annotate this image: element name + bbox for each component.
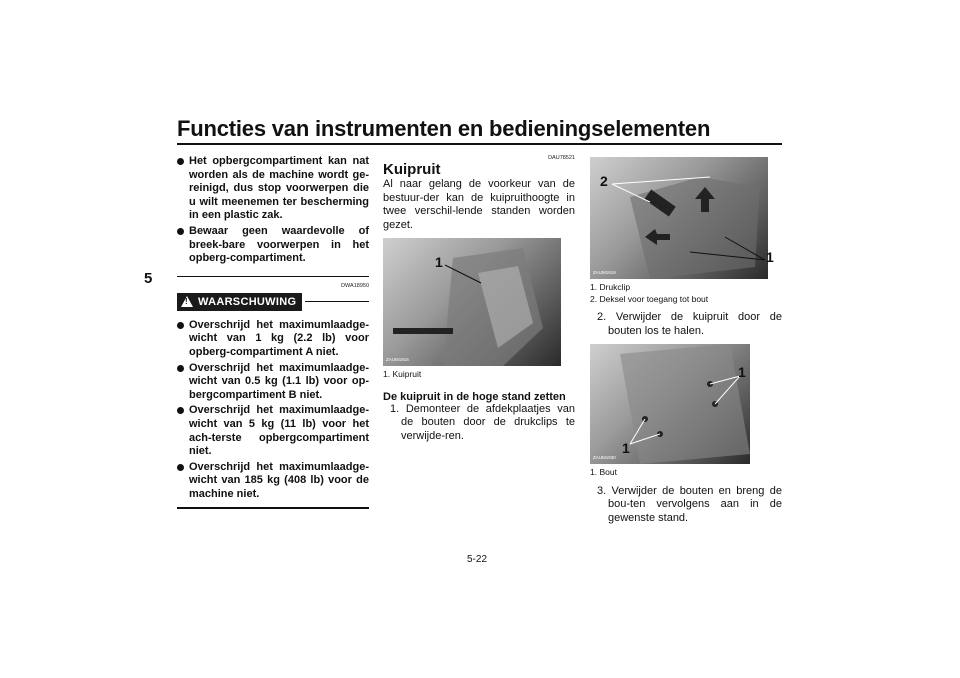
callout-label: 1 xyxy=(622,440,630,457)
warning-label: WAARSCHUWING xyxy=(198,295,297,308)
photo-caption: 2. Deksel voor toegang tot bout xyxy=(590,293,709,304)
callout-label: 1 xyxy=(738,364,746,381)
header-rule xyxy=(177,143,782,145)
warning-end-rule xyxy=(177,507,369,509)
warning-bullet: Overschrijd het maximumlaadge-wicht van 5 kg (11 lb) voor het ach-terste opbergcompartiment niet. xyxy=(177,404,369,458)
pushclip-illustration xyxy=(590,157,768,279)
page-number: 5-22 xyxy=(467,554,488,565)
bullet-item: Het opbergcompartiment kan nat worden als de machine wordt ge-reinigd, dus stop voorwerpen die u wilt meenemen ter bescherming in een plastic zak. xyxy=(177,155,369,223)
photo-caption: 1. Bout xyxy=(590,467,617,478)
bolt-photo xyxy=(590,344,750,464)
column-right xyxy=(590,155,782,525)
column-left xyxy=(177,155,369,509)
section-heading: Kuipruit xyxy=(383,161,441,178)
step-1: 1. Demonteer de afdekplaatjes van de bouten door de drukclips te verwijde-ren. xyxy=(390,402,575,443)
storage-notes xyxy=(177,155,369,266)
warning-rule xyxy=(305,301,369,302)
warning-badge xyxy=(177,293,302,311)
warning-code: DWA18950 xyxy=(341,282,369,289)
callout-label: 1 xyxy=(766,249,774,265)
warning-list xyxy=(177,319,369,502)
windshield-illustration xyxy=(383,238,561,366)
warning-bullet: Overschrijd het maximumlaadge-wicht van 185 kg (408 lb) voor de machine niet. xyxy=(177,461,369,502)
warning-bullet: Overschrijd het maximumlaadge-wicht van 0.5 kg (1.1 lb) voor op-bergcompartiment B niet. xyxy=(177,362,369,403)
photo-caption: 1. Kuipruit xyxy=(383,369,422,380)
photo-ref: ZAUM1930 xyxy=(593,455,616,461)
callout-label: 1 xyxy=(435,254,443,271)
windshield-photo xyxy=(383,238,561,366)
warning-header xyxy=(177,293,369,311)
divider xyxy=(177,276,369,277)
chapter-tab: 5 xyxy=(144,270,153,287)
page-title: Functies van instrumenten en bedieningselementen xyxy=(177,116,711,141)
bullet-item: Bewaar geen waardevolle of breek-bare voorwerpen in het opberg-compartiment. xyxy=(177,225,369,266)
photo-caption: 1. Drukclip xyxy=(590,282,631,292)
step-2: 2. Verwijder de kuipruit door de bouten los te halen. xyxy=(597,311,782,337)
column-middle xyxy=(383,155,575,444)
procedure-heading: De kuipruit in de hoge stand zetten xyxy=(383,390,566,403)
bolt-illustration xyxy=(590,344,750,464)
photo-ref: ZAUM1916 xyxy=(386,357,409,363)
warning-icon: ! xyxy=(181,296,193,307)
callout-label: 2 xyxy=(600,173,608,189)
warning-bullet: Overschrijd het maximumlaadge-wicht van 1 kg (2.2 lb) voor opberg-compartiment A niet. xyxy=(177,319,369,360)
photo-ref: ZAUM1919 xyxy=(593,270,616,275)
section-intro: Al naar gelang de voorkeur van de bestuur-der kan de kuipruithoogte in twee verschil-lende standen worden gezet. xyxy=(383,178,575,231)
section-code: DAU78521 xyxy=(548,155,575,161)
pushclip-photo xyxy=(590,157,774,279)
step-3: 3. Verwijder de bouten en breng de bou-ten vervolgens aan in de gewenste stand. xyxy=(597,484,782,524)
